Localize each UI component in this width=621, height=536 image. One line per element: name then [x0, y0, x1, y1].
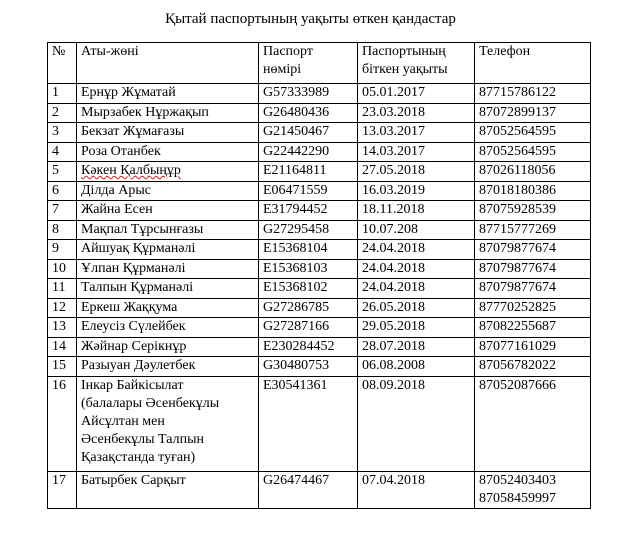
- table-row: [48, 123, 591, 143]
- document-title: Қытай паспортының уақыты өткен қандастар: [165, 11, 456, 27]
- cell-passport: E230284452: [259, 337, 358, 357]
- cell-name: Талпын Құрманәлі: [77, 279, 259, 299]
- cell-expiry: 24.04.2018: [358, 279, 475, 299]
- table-body: [48, 84, 591, 509]
- cell-expiry: 14.03.2017: [358, 142, 475, 162]
- cell-name: Еркеш Жаққума: [77, 298, 259, 318]
- cell-number: 8: [48, 220, 77, 240]
- header-number: №: [48, 43, 77, 84]
- cell-passport: G27287166: [259, 318, 358, 338]
- cell-phone: 87075928539: [475, 201, 591, 221]
- cell-number: 9: [48, 240, 77, 260]
- cell-phone: 87715786122: [475, 84, 591, 104]
- cell-name: Мақпал Тұрсынғазы: [77, 220, 259, 240]
- cell-number: 6: [48, 181, 77, 201]
- table-row: [48, 357, 591, 377]
- table-row: [48, 181, 591, 201]
- header-phone: Телефон: [475, 43, 591, 84]
- cell-expiry: 24.04.2018: [358, 259, 475, 279]
- table-row: [48, 471, 591, 508]
- cell-number: 13: [48, 318, 77, 338]
- cell-passport: G26474467: [259, 471, 358, 508]
- table-row: [48, 259, 591, 279]
- cell-name: Роза Отанбек: [77, 142, 259, 162]
- cell-passport: E15368102: [259, 279, 358, 299]
- cell-number: 3: [48, 123, 77, 143]
- cell-number: 4: [48, 142, 77, 162]
- cell-passport: G30480753: [259, 357, 358, 377]
- cell-phone: 87052403403 87058459997: [475, 471, 591, 508]
- table-row: [48, 220, 591, 240]
- table-row: [48, 337, 591, 357]
- cell-phone: 87079877674: [475, 240, 591, 260]
- cell-number: 2: [48, 103, 77, 123]
- header-name: Аты-жөні: [77, 43, 259, 84]
- cell-number: 15: [48, 357, 77, 377]
- passport-table: [47, 42, 591, 509]
- cell-expiry: 18.11.2018: [358, 201, 475, 221]
- cell-name: Жәйнар Серікнұр: [77, 337, 259, 357]
- cell-passport: G21450467: [259, 123, 358, 143]
- cell-passport: E15368103: [259, 259, 358, 279]
- table-row: [48, 142, 591, 162]
- cell-phone: 87052087666: [475, 376, 591, 471]
- cell-passport: G26480436: [259, 103, 358, 123]
- cell-phone: 87052564595: [475, 123, 591, 143]
- cell-phone: 87079877674: [475, 259, 591, 279]
- cell-number: 11: [48, 279, 77, 299]
- cell-passport: E31794452: [259, 201, 358, 221]
- cell-name: Ділда Арыс: [77, 181, 259, 201]
- cell-number: 5: [48, 162, 77, 182]
- table-row: [48, 376, 591, 471]
- cell-phone: 87082255687: [475, 318, 591, 338]
- cell-phone: 87052564595: [475, 142, 591, 162]
- cell-name: Бекзат Жұмағазы: [77, 123, 259, 143]
- cell-phone: 87079877674: [475, 279, 591, 299]
- table-row: [48, 279, 591, 299]
- table-row: [48, 318, 591, 338]
- cell-expiry: 10.07.208: [358, 220, 475, 240]
- cell-expiry: 13.03.2017: [358, 123, 475, 143]
- cell-phone: 87056782022: [475, 357, 591, 377]
- cell-name: Жайна Есен: [77, 201, 259, 221]
- cell-phone: 87715777269: [475, 220, 591, 240]
- cell-number: 10: [48, 259, 77, 279]
- cell-passport: G22442290: [259, 142, 358, 162]
- header-passport: Паспорт нөмірі: [259, 43, 358, 84]
- cell-number: 16: [48, 376, 77, 471]
- table-header-row: [48, 43, 591, 84]
- cell-phone: 87026118056: [475, 162, 591, 182]
- cell-expiry: 07.04.2018: [358, 471, 475, 508]
- cell-expiry: 29.05.2018: [358, 318, 475, 338]
- table-row: [48, 298, 591, 318]
- cell-name: [77, 162, 259, 182]
- cell-expiry: 23.03.2018: [358, 103, 475, 123]
- table-row: [48, 103, 591, 123]
- header-expiry: Паспортының біткен уақыты: [358, 43, 475, 84]
- table-row: [48, 162, 591, 182]
- cell-passport: E21164811: [259, 162, 358, 182]
- cell-number: 14: [48, 337, 77, 357]
- cell-expiry: 06.08.2008: [358, 357, 475, 377]
- cell-passport: G57333989: [259, 84, 358, 104]
- cell-name: Елеусіз Сүлейбек: [77, 318, 259, 338]
- cell-phone: 87077161029: [475, 337, 591, 357]
- cell-name: Інкар Байкісылат (балалары Әсенбекұлы Айсұлтан мен Әсенбекұлы Талпын Қазақстанда туған): [77, 376, 259, 471]
- cell-phone: 87018180386: [475, 181, 591, 201]
- cell-number: 1: [48, 84, 77, 104]
- cell-number: 7: [48, 201, 77, 221]
- cell-expiry: 24.04.2018: [358, 240, 475, 260]
- cell-passport: G27295458: [259, 220, 358, 240]
- table-row: [48, 201, 591, 221]
- cell-name: Мырзабек Нұржақып: [77, 103, 259, 123]
- table-row: [48, 84, 591, 104]
- cell-expiry: 28.07.2018: [358, 337, 475, 357]
- cell-name: Ернұр Жұматай: [77, 84, 259, 104]
- cell-expiry: 16.03.2019: [358, 181, 475, 201]
- cell-phone: 87770252825: [475, 298, 591, 318]
- cell-expiry: 08.09.2018: [358, 376, 475, 471]
- cell-number: 17: [48, 471, 77, 508]
- cell-expiry: 05.01.2017: [358, 84, 475, 104]
- cell-expiry: 26.05.2018: [358, 298, 475, 318]
- cell-passport: G27286785: [259, 298, 358, 318]
- cell-name: Разыуан Дәулетбек: [77, 357, 259, 377]
- table-row: [48, 240, 591, 260]
- cell-name: Айшуақ Құрманәлі: [77, 240, 259, 260]
- cell-expiry: 27.05.2018: [358, 162, 475, 182]
- cell-passport: E30541361: [259, 376, 358, 471]
- cell-name: Ұлпан Құрманәлі: [77, 259, 259, 279]
- cell-passport: E06471559: [259, 181, 358, 201]
- cell-number: 12: [48, 298, 77, 318]
- cell-name-text: Кәкен Қалбыңұр: [81, 163, 181, 178]
- cell-passport: E15368104: [259, 240, 358, 260]
- cell-name: Батырбек Сарқыт: [77, 471, 259, 508]
- cell-phone: 87072899137: [475, 103, 591, 123]
